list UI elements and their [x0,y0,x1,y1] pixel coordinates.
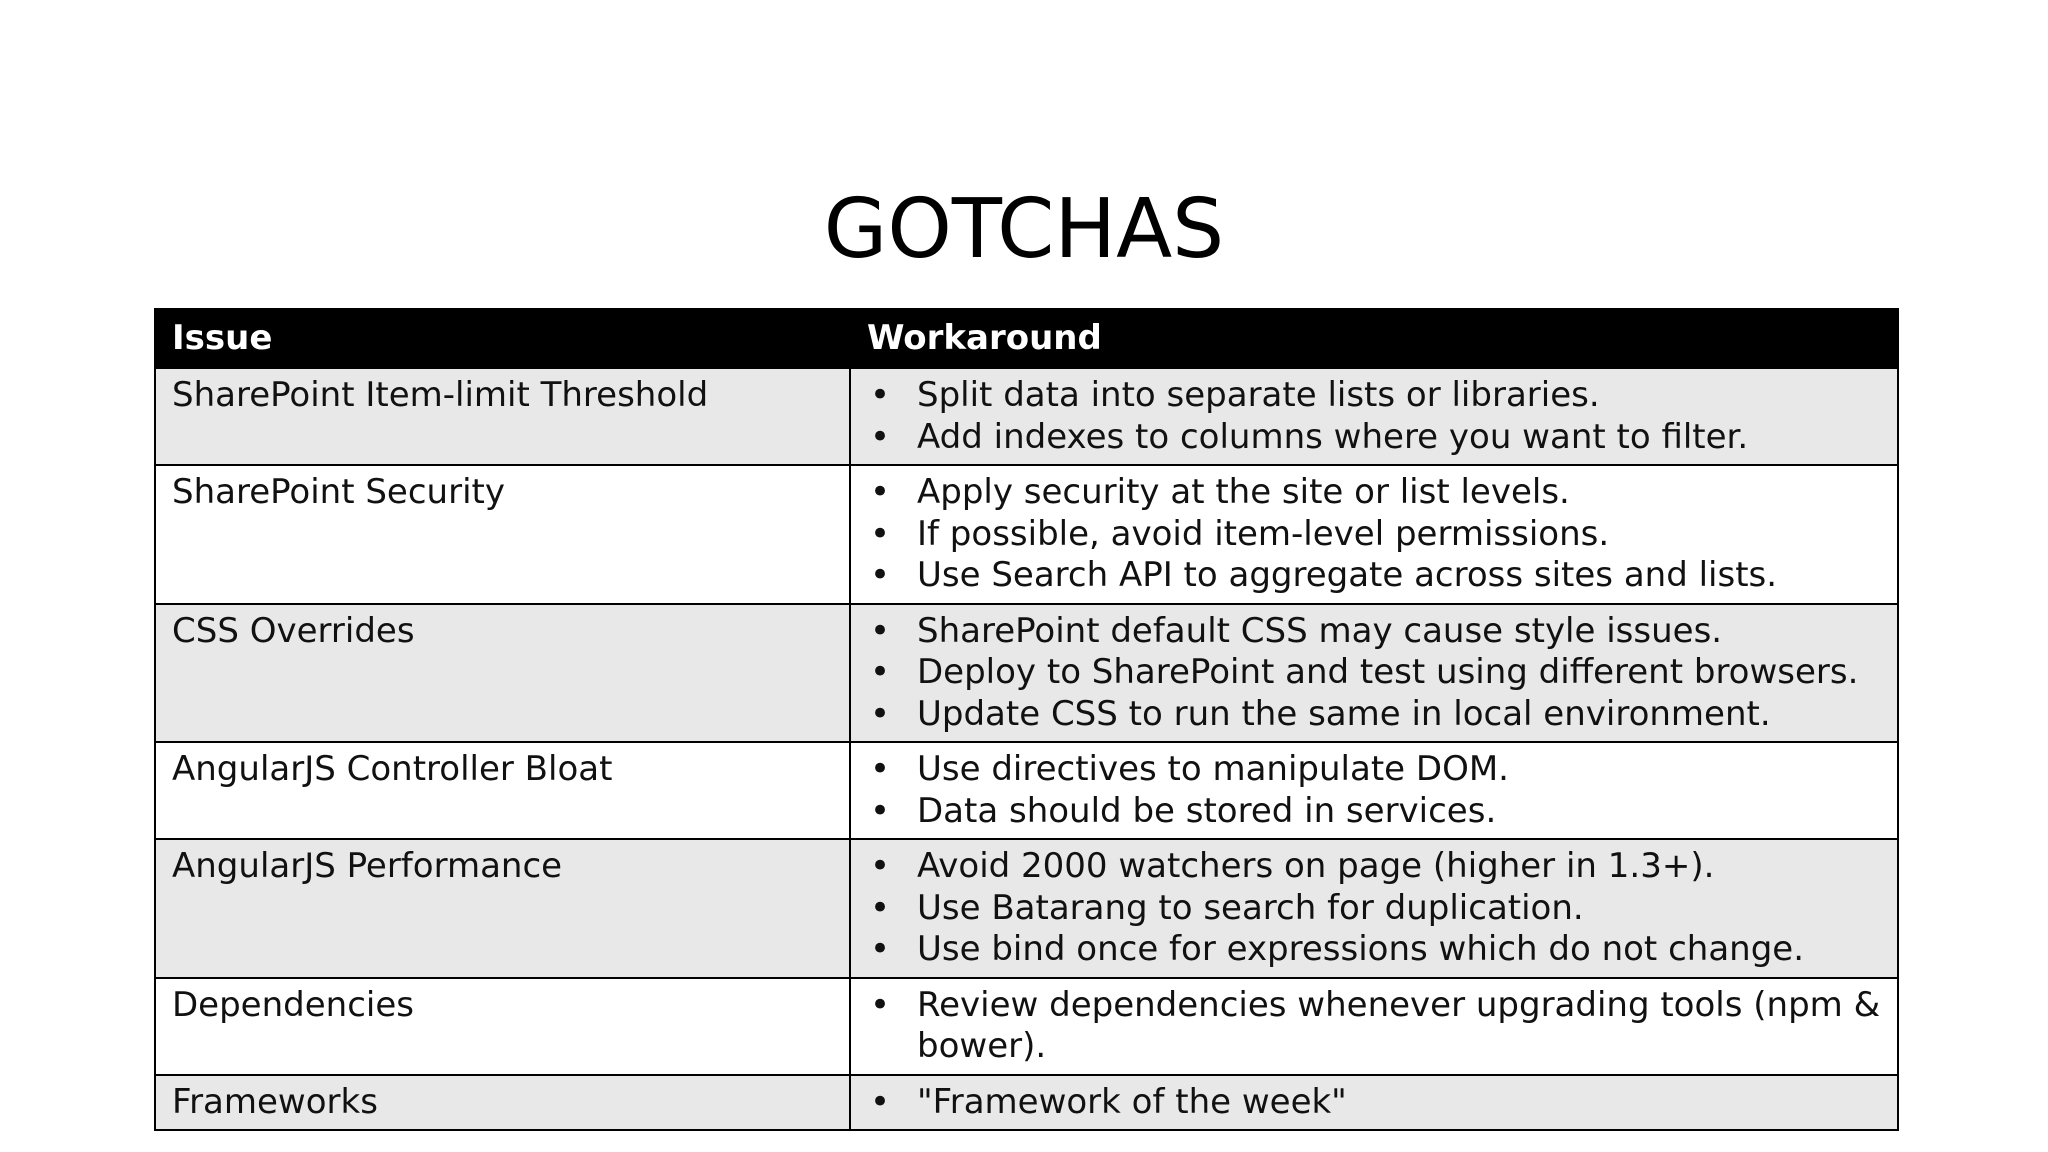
workaround-text: SharePoint default CSS may cause style issues. [917,610,1723,651]
workaround-cell [850,368,1898,465]
workaround-item [867,555,1881,597]
bullet-icon: • [869,929,891,969]
bullet-icon: • [869,984,891,1025]
workaround-cell [850,604,1898,743]
workaround-item [867,929,1881,971]
workaround-cell [850,978,1898,1075]
table-row [155,978,1898,1075]
workaround-text: Use Search API to aggregate across sites and lists. [917,555,1778,595]
workaround-list [867,749,1881,832]
issue-cell: CSS Overrides [155,604,850,743]
issue-cell: AngularJS Performance [155,839,850,978]
header-issue: Issue [155,309,850,368]
table-row [155,1075,1898,1131]
bullet-icon: • [869,693,891,734]
workaround-item [867,985,1881,1068]
workaround-list [867,985,1881,1068]
bullet-icon: • [869,846,891,886]
gotchas-table [154,308,1899,1131]
workaround-cell [850,839,1898,978]
issue-cell: AngularJS Controller Bloat [155,742,850,839]
bullet-icon: • [869,416,891,457]
workaround-text: If possible, avoid item-level permissions. [917,513,1610,554]
workaround-item [867,791,1881,833]
workaround-text: Split data into separate lists or libraries. [917,375,1600,415]
table-row [155,839,1898,978]
workaround-item [867,694,1881,736]
table-header-row [155,309,1898,368]
issue-cell: Dependencies [155,978,850,1075]
workaround-cell [850,1075,1898,1131]
header-workaround: Workaround [850,309,1898,368]
issue-cell: SharePoint Item-limit Threshold [155,368,850,465]
workaround-list [867,1082,1881,1124]
table-row [155,465,1898,604]
table-row [155,742,1898,839]
issue-cell: SharePoint Security [155,465,850,604]
workaround-list [867,472,1881,597]
workaround-item [867,472,1881,514]
bullet-icon: • [869,790,891,831]
workaround-text: Use bind once for expressions which do not change. [917,929,1805,969]
bullet-icon: • [869,610,891,651]
workaround-text: Deploy to SharePoint and test using different browsers. [917,652,1859,692]
issue-cell: Frameworks [155,1075,850,1131]
workaround-item [867,749,1881,791]
workaround-text: Add indexes to columns where you want to filter. [917,416,1749,457]
workaround-text: Use directives to manipulate DOM. [917,749,1509,789]
workaround-item [867,417,1881,459]
workaround-item [867,652,1881,694]
workaround-text: Use Batarang to search for duplication. [917,887,1584,928]
workaround-item [867,888,1881,930]
table-row [155,604,1898,743]
workaround-list [867,375,1881,458]
workaround-text: Data should be stored in services. [917,790,1497,831]
bullet-icon: • [869,749,891,789]
workaround-item [867,375,1881,417]
workaround-text: Update CSS to run the same in local environment. [917,693,1771,734]
workaround-text: Avoid 2000 watchers on page (higher in 1.3+). [917,846,1715,886]
bullet-icon: • [869,887,891,928]
slide-title: GOTCHAS [823,182,1225,277]
workaround-text: Apply security at the site or list levels. [917,472,1570,512]
bullet-icon: • [869,652,891,692]
workaround-cell [850,742,1898,839]
workaround-list [867,611,1881,736]
bullet-icon: • [869,1081,891,1122]
workaround-item [867,846,1881,888]
workaround-text: "Framework of the week" [917,1081,1347,1122]
bullet-icon: • [869,472,891,512]
table-row [155,368,1898,465]
workaround-list [867,846,1881,971]
bullet-icon: • [869,555,891,595]
workaround-item [867,1082,1881,1124]
workaround-item [867,611,1881,653]
bullet-icon: • [869,375,891,415]
workaround-cell [850,465,1898,604]
workaround-text: Review dependencies whenever upgrading tools (npm & bower). [917,984,1881,1066]
workaround-item [867,514,1881,556]
bullet-icon: • [869,513,891,554]
